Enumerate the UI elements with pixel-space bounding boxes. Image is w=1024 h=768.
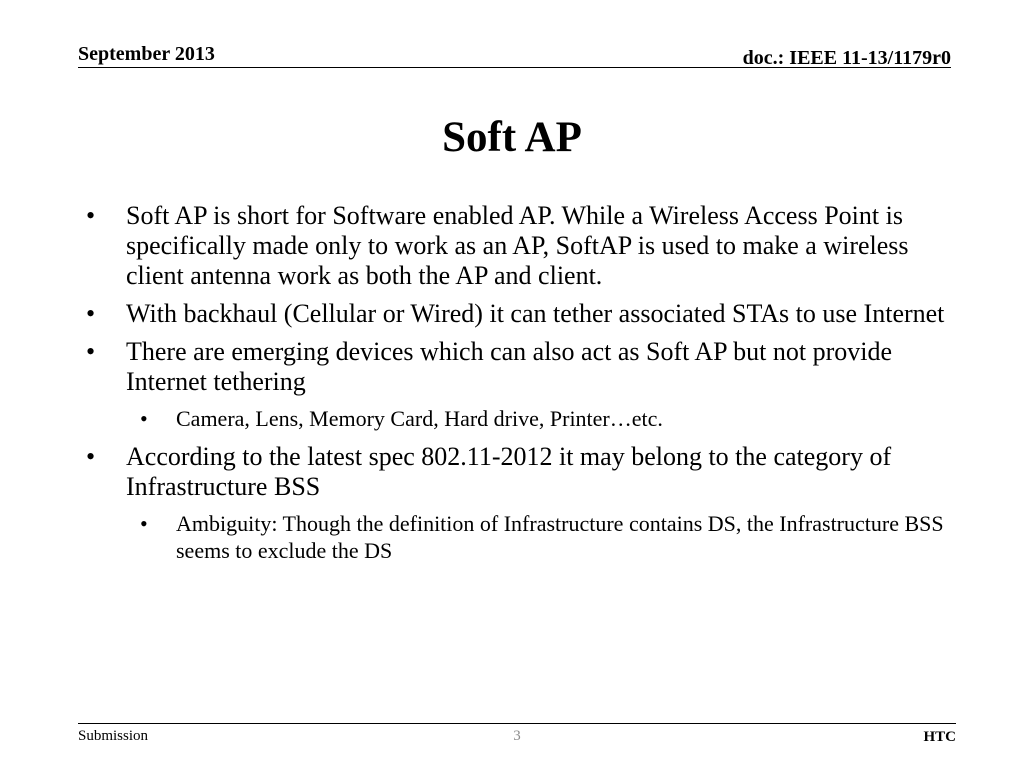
bullet-item (86, 337, 956, 397)
footer-rule (78, 723, 956, 724)
sub-bullet-text: Camera, Lens, Memory Card, Hard drive, Printer…etc. (176, 406, 663, 431)
footer-company: HTC (923, 729, 956, 745)
sub-bullet-text: Ambiguity: Though the definition of Infrastructure contains DS, the Infrastructure BSS seems to exclude the DS (176, 511, 944, 563)
slide-title: Soft AP (442, 114, 582, 161)
bullet-item (86, 201, 956, 291)
footer-submission: Submission (78, 728, 149, 744)
header-rule (78, 67, 951, 68)
sub-bullet-dot-icon: • (140, 406, 148, 431)
sub-bullet-item (86, 405, 956, 432)
sub-bullet-item (86, 510, 956, 564)
bullet-text: Soft AP is short for Software enabled AP. While a Wireless Access Point is specifically made only to work as an AP, SoftAP is used to make a wireless client antenna work as both the AP and client. (126, 201, 909, 290)
bullet-text: According to the latest spec 802.11-2012 it may belong to the category of Infrastructure BSS (126, 442, 892, 501)
sub-bullet-dot-icon: • (140, 511, 148, 536)
bullet-item (86, 299, 956, 329)
bullet-dot-icon: • (86, 201, 96, 230)
bullet-list (86, 201, 956, 574)
bullet-dot-icon: • (86, 442, 96, 471)
bullet-item (86, 442, 956, 502)
bullet-dot-icon: • (86, 299, 96, 328)
bullet-text: With backhaul (Cellular or Wired) it can tether associated STAs to use Internet (126, 299, 945, 328)
bullet-dot-icon: • (86, 337, 96, 366)
page-number: 3 (513, 728, 521, 744)
bullet-text: There are emerging devices which can also act as Soft AP but not provide Internet tethering (126, 337, 893, 396)
header-date: September 2013 (78, 43, 215, 65)
header-doc-id: doc.: IEEE 11-13/1179r0 (742, 47, 951, 69)
